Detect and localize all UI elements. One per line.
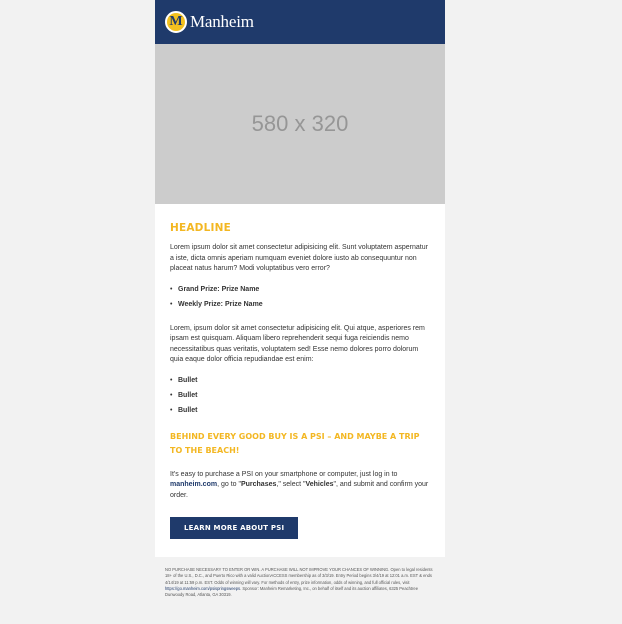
manheim-logo-icon[interactable]: M <box>165 11 187 33</box>
official-rules-link[interactable]: https://go.manheim.com/psispringsweeps <box>165 585 241 591</box>
bullet-list <box>170 376 430 416</box>
legal-text: . Sponsor: Manheim Remarketing, Inc., on behalf of itself and its auction affiliates, 6325 Peachtree Dunwoody Road, Atlanta, GA 30319. <box>165 585 418 598</box>
list-item: • Bullet <box>170 391 430 401</box>
psi-text: ," select " <box>276 481 306 488</box>
email-body <box>155 0 445 557</box>
prize-list <box>170 285 430 310</box>
list-item: • Weekly Prize: Prize Name <box>170 300 430 310</box>
psi-text: It's easy to purchase a PSI on your smartphone or computer, just log in to <box>170 470 398 478</box>
list-item: • Grand Prize: Prize Name <box>170 285 430 295</box>
learn-more-button[interactable]: LEARN MORE ABOUT PSI <box>170 517 298 539</box>
hero-placeholder-label: 580 x 320 <box>251 111 349 136</box>
purchases-label: Purchases <box>240 481 277 488</box>
hero-image-placeholder <box>155 44 445 204</box>
brand-name[interactable]: Manheim <box>190 12 254 31</box>
vehicles-label: Vehicles <box>305 481 334 488</box>
list-item: • Bullet <box>170 406 430 416</box>
psi-text: ", and submit and confirm your order. <box>170 481 429 499</box>
intro-paragraph: Lorem ipsum dolor sit amet consectetur adipisicing elit. Sunt voluptatem aspernatur a iste, dicta omnis aperiam numquam eveniet dolore iusto ab consequuntur non placeat natus harum? Modi voluptatibus vero error? <box>170 244 428 272</box>
email-content <box>155 204 445 557</box>
section-subhead: BEHIND EVERY GOOD BUY IS A PSI – AND MAYBE A TRIP TO THE BEACH! <box>170 431 420 455</box>
psi-paragraph <box>170 470 430 502</box>
psi-text: , go to " <box>217 481 241 488</box>
legal-footer <box>165 567 435 598</box>
email-header <box>155 0 445 44</box>
body-paragraph: Lorem, ipsum dolor sit amet consectetur adipisicing elit. Qui atque, asperiores rem ipsam est quisquam. Aliquam libero reprehenderit sequi fuga reiciendis nemo necessitatibus quas veritatis, voluptatem sed! Esse nemo dolores porro dolorum quia eaque dolor officia repudiandae est enim: <box>170 324 425 363</box>
list-item: • Bullet <box>170 376 430 386</box>
headline: HEADLINE <box>170 222 231 234</box>
manheim-link[interactable]: manheim.com <box>170 481 218 488</box>
legal-text: NO PURCHASE NECESSARY TO ENTER OR WIN. A PURCHASE WILL NOT IMPROVE YOUR CHANCES OF WINNING. Open to legal residents 18+ of the U.S., D.C., and Puerto Rico with a valid AuctionACCESS membership as of 3/3/19. Entry Period begins 3/4/19 at 12:01 a.m. EST & ends 4/14/19 at 11:59 p.m. EST. Odds of winning will vary. For methods of entry, prize information, odds of winning, and full official rules, visit <box>165 567 433 585</box>
